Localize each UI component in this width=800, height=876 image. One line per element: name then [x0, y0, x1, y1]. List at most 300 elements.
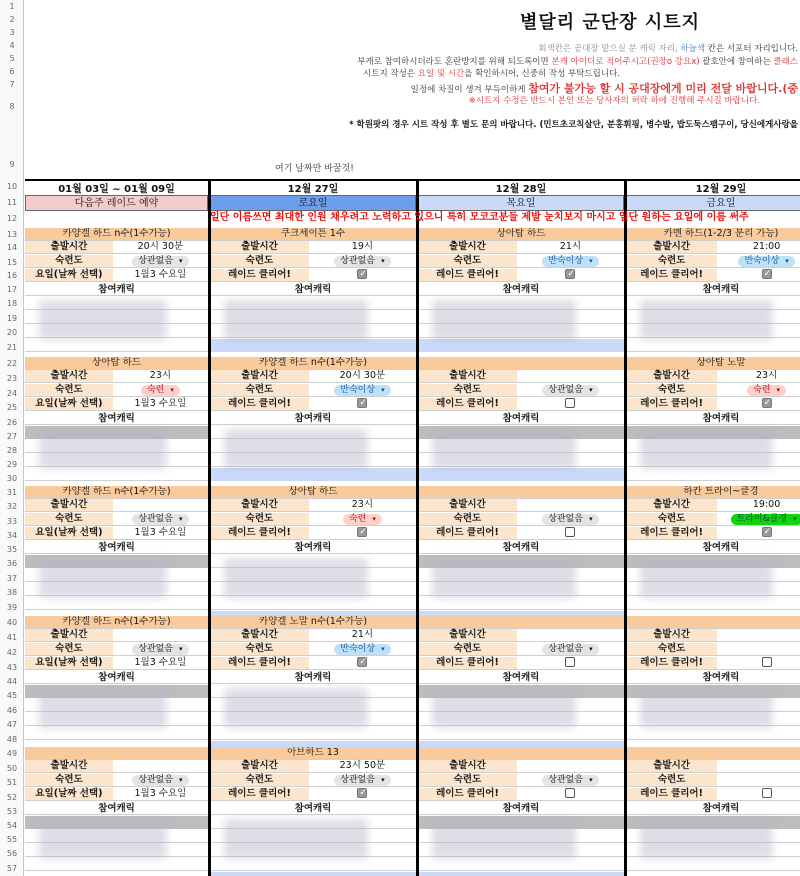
- skill-dropdown[interactable]: 반숙이상 ▾: [334, 385, 390, 396]
- skill-dropdown[interactable]: 상관없음 ▾: [542, 775, 598, 786]
- notice-fragment: 참여가 불가능 할 시 공대장에게 미리 전달 바랍니다.(중: [528, 82, 798, 95]
- column-day-name: 로요일: [210, 195, 416, 211]
- field-value[interactable]: 19:00: [752, 499, 781, 510]
- skill-dropdown[interactable]: 상관없음 ▾: [542, 385, 598, 396]
- field-label: 출발시간: [418, 760, 517, 772]
- column-date: 12월 28일: [418, 179, 624, 196]
- notice-fragment: 시트지 작성은: [363, 69, 418, 79]
- field-value[interactable]: [517, 398, 624, 410]
- clear-checkbox[interactable]: [357, 527, 367, 537]
- raid-block: [210, 486, 416, 616]
- notice-line-1: [538, 42, 798, 54]
- row-number-gutter: [0, 0, 24, 876]
- form-row: [626, 629, 800, 642]
- raid-title: 하칸 트라이~클경: [626, 486, 800, 499]
- field-label: 레이드 클리어!: [418, 269, 517, 281]
- row-number: 28: [6, 446, 18, 455]
- skill-dropdown[interactable]: 상관없음 ▾: [132, 256, 188, 267]
- row-number: 38: [6, 588, 18, 597]
- field-value[interactable]: [113, 629, 208, 641]
- members-header: 참여캐릭: [25, 802, 208, 815]
- field-value[interactable]: 21:00: [752, 241, 781, 252]
- notice-fragment: ※시트지 수정은 반드시 본인 또는 당사자의 허락 하에 진행해 주시길 바랍니다.: [468, 96, 760, 106]
- field-label: 레이드 클리어!: [210, 788, 309, 800]
- members-header: 참여캐릭: [25, 671, 208, 684]
- field-value[interactable]: [309, 643, 416, 655]
- raid-block: [25, 228, 208, 357]
- field-value[interactable]: [309, 513, 416, 525]
- column-separator: [624, 179, 627, 876]
- field-label: 레이드 클리어!: [626, 527, 717, 539]
- members-header: 참여캐릭: [626, 541, 800, 554]
- field-value[interactable]: 21시: [559, 241, 582, 252]
- members-header: 참여캐릭: [626, 412, 800, 425]
- academy-note: * 학원팟의 경우 시트 작성 후 별도 문의 바랍니다. (민트초코칙살단, 분홍휘핑, 병수발, 밥도둑스팸구이, 당신에게사랑을: [349, 120, 798, 130]
- skill-dropdown[interactable]: 상관없음 ▾: [542, 514, 598, 525]
- field-label: 요일(날짜 선택): [25, 398, 113, 410]
- field-value[interactable]: [517, 774, 624, 786]
- form-row: [25, 760, 208, 773]
- field-value[interactable]: [517, 788, 624, 800]
- member-slot[interactable]: [25, 468, 208, 481]
- form-row: [418, 384, 624, 397]
- field-value[interactable]: [717, 269, 800, 281]
- field-value[interactable]: 23시: [755, 370, 778, 381]
- member-slot[interactable]: [418, 597, 624, 610]
- form-row: [25, 241, 208, 254]
- form-row: [626, 527, 800, 540]
- field-value[interactable]: 19시: [351, 241, 374, 252]
- raid-block: [25, 616, 208, 747]
- red-notice: 일단 이름쓰면 최대한 인원 채우려고 노력하고 있으니 특히 모코코분들 제발 눈치보지 마시고 일단 원하는 요일에 이름 써주: [210, 212, 749, 223]
- form-row: [25, 657, 208, 670]
- field-value[interactable]: [517, 255, 624, 267]
- column-separator: [208, 179, 211, 876]
- row-number: 2: [9, 15, 15, 24]
- field-value[interactable]: [517, 657, 624, 669]
- raid-title: [418, 486, 624, 499]
- form-row: [626, 370, 800, 383]
- members-header: 참여캐릭: [418, 283, 624, 296]
- row-number: 45: [6, 691, 18, 700]
- field-label: 출발시간: [25, 499, 113, 511]
- raid-block: [626, 616, 800, 747]
- member-slot[interactable]: [25, 858, 208, 871]
- form-row: [210, 269, 416, 282]
- field-value[interactable]: [717, 255, 800, 267]
- row-number: 20: [6, 328, 18, 337]
- field-value[interactable]: [113, 384, 208, 396]
- skill-dropdown[interactable]: 상관없음 ▾: [132, 775, 188, 786]
- field-label: 출발시간: [25, 760, 113, 772]
- form-row: [25, 384, 208, 397]
- field-label: 숙련도: [210, 643, 309, 655]
- raid-block: [626, 747, 800, 876]
- row-number: 47: [6, 720, 18, 729]
- row-number: 29: [6, 460, 18, 469]
- support-slot[interactable]: [418, 468, 624, 481]
- raid-block: [418, 357, 624, 486]
- skill-dropdown[interactable]: 반숙이상 ▾: [334, 644, 390, 655]
- raid-block: [418, 228, 624, 357]
- field-label: 레이드 클리어!: [626, 788, 717, 800]
- clear-checkbox[interactable]: [565, 657, 575, 667]
- form-row: [210, 384, 416, 397]
- field-label: 출발시간: [210, 370, 309, 382]
- form-row: [626, 255, 800, 268]
- clear-checkbox[interactable]: [565, 398, 575, 408]
- member-slot[interactable]: [626, 468, 800, 481]
- raid-title: 상아탑 하드: [25, 357, 208, 370]
- support-slot[interactable]: [210, 468, 416, 481]
- field-value[interactable]: 21시: [351, 629, 374, 640]
- field-label: 출발시간: [418, 629, 517, 641]
- row-number: 31: [6, 488, 18, 497]
- notice-fragment: 부캐로 참여하시더라도 혼란방지를 위해 되도록이면: [357, 57, 552, 67]
- field-value[interactable]: [309, 774, 416, 786]
- field-label: 출발시간: [210, 760, 309, 772]
- field-label: 레이드 클리어!: [210, 657, 309, 669]
- row-number: 27: [6, 432, 18, 441]
- notice-fragment: 클래스: [773, 57, 798, 67]
- form-row: [418, 643, 624, 656]
- field-value[interactable]: [309, 269, 416, 281]
- form-row: [626, 384, 800, 397]
- field-value[interactable]: [717, 398, 800, 410]
- skill-dropdown[interactable]: 반숙이상 ▾: [542, 256, 598, 267]
- field-value[interactable]: [517, 760, 624, 772]
- field-value[interactable]: [113, 255, 208, 267]
- raid-block: [626, 228, 800, 357]
- field-label: 숙련도: [25, 774, 113, 786]
- skill-dropdown[interactable]: 반숙이상 ▾: [738, 256, 794, 267]
- members-header: 참여캐릭: [210, 671, 416, 684]
- clear-checkbox[interactable]: [762, 527, 772, 537]
- members-header: 참여캐릭: [418, 541, 624, 554]
- form-row: [626, 774, 800, 787]
- blurred-member-names: [224, 558, 368, 598]
- form-row: [25, 774, 208, 787]
- raid-block: [418, 747, 624, 876]
- field-value[interactable]: 23시: [351, 499, 374, 510]
- member-slot[interactable]: [210, 727, 416, 740]
- field-label: 출발시간: [626, 760, 717, 772]
- form-row: [25, 398, 208, 411]
- raid-block: [418, 486, 624, 616]
- members-header: 참여캐릭: [210, 412, 416, 425]
- form-row: [626, 760, 800, 773]
- clear-checkbox[interactable]: [762, 788, 772, 798]
- row-number: 42: [6, 648, 18, 657]
- form-row: [418, 760, 624, 773]
- raid-block: [25, 357, 208, 486]
- row-number: 21: [6, 343, 18, 352]
- form-row: [210, 513, 416, 526]
- form-row: [418, 774, 624, 787]
- field-label: 레이드 클리어!: [626, 398, 717, 410]
- field-value[interactable]: [517, 643, 624, 655]
- skill-dropdown[interactable]: 숙련 ▾: [141, 385, 180, 396]
- row-number: 51: [6, 778, 18, 787]
- field-label: 레이드 클리어!: [626, 657, 717, 669]
- member-slot[interactable]: [25, 597, 208, 610]
- field-value[interactable]: [717, 643, 800, 655]
- row-number: 4: [9, 41, 15, 50]
- field-label: 출발시간: [210, 241, 309, 253]
- members-header: 참여캐릭: [418, 802, 624, 815]
- clear-checkbox[interactable]: [357, 788, 367, 798]
- column-date: 01월 03일 ~ 01월 09일: [25, 179, 208, 196]
- clear-checkbox[interactable]: [565, 527, 575, 537]
- field-value[interactable]: [717, 629, 800, 641]
- form-row: [210, 774, 416, 787]
- support-slot[interactable]: [210, 339, 416, 352]
- blurred-member-names: [224, 819, 368, 859]
- blurred-member-names: [640, 819, 773, 859]
- raid-block: [626, 357, 800, 486]
- raid-block: [418, 616, 624, 747]
- member-slot[interactable]: [626, 858, 800, 871]
- field-label: 숙련도: [418, 255, 517, 267]
- field-label: 숙련도: [626, 643, 717, 655]
- members-header: 참여캐릭: [626, 802, 800, 815]
- raid-title: [418, 357, 624, 370]
- field-value[interactable]: 1월3 수요일: [134, 527, 187, 538]
- raid-block: [210, 228, 416, 357]
- blurred-member-names: [640, 688, 773, 728]
- field-label: 요일(날짜 선택): [25, 788, 113, 800]
- row-number: 15: [6, 258, 18, 267]
- field-label: 숙련도: [626, 774, 717, 786]
- member-slot[interactable]: [626, 339, 800, 352]
- raid-title: [418, 616, 624, 629]
- clear-checkbox[interactable]: [762, 269, 772, 279]
- field-label: 숙련도: [626, 384, 717, 396]
- field-value[interactable]: [717, 384, 800, 396]
- support-slot[interactable]: [418, 872, 624, 876]
- field-value[interactable]: [517, 527, 624, 539]
- row-number: 18: [6, 299, 18, 308]
- date-hint: 여기 날짜만 바꿀것!: [275, 164, 354, 174]
- field-value[interactable]: [517, 513, 624, 525]
- member-slot[interactable]: [25, 872, 208, 876]
- member-slot[interactable]: [626, 597, 800, 610]
- raid-title: [25, 747, 208, 760]
- field-label: 숙련도: [626, 255, 717, 267]
- field-label: 출발시간: [418, 370, 517, 382]
- support-slot[interactable]: [210, 872, 416, 876]
- raid-title: 상아탑 하드: [210, 486, 416, 499]
- field-value[interactable]: 20시 30분: [137, 241, 184, 252]
- row-number: 25: [6, 403, 18, 412]
- row-number: 7: [9, 80, 15, 89]
- field-label: 요일(날짜 선택): [25, 269, 113, 281]
- form-row: [626, 513, 800, 526]
- skill-dropdown[interactable]: 상관없음 ▾: [132, 514, 188, 525]
- column-separator: [416, 179, 419, 876]
- field-label: 숙련도: [210, 774, 309, 786]
- field-value[interactable]: [517, 629, 624, 641]
- field-value[interactable]: [309, 657, 416, 669]
- clear-checkbox[interactable]: [762, 657, 772, 667]
- form-row: [210, 788, 416, 801]
- form-row: [626, 788, 800, 801]
- form-row: [418, 527, 624, 540]
- blurred-member-names: [432, 819, 576, 859]
- row-number: 35: [6, 545, 18, 554]
- field-value[interactable]: [113, 513, 208, 525]
- field-value[interactable]: [717, 788, 800, 800]
- field-label: 출발시간: [25, 629, 113, 641]
- clear-checkbox[interactable]: [565, 269, 575, 279]
- members-header: 참여캐릭: [25, 541, 208, 554]
- field-value[interactable]: [717, 760, 800, 772]
- skill-dropdown[interactable]: 상관없음 ▾: [334, 256, 390, 267]
- field-value[interactable]: [309, 398, 416, 410]
- form-row: [210, 241, 416, 254]
- field-label: 출발시간: [210, 629, 309, 641]
- field-value[interactable]: 1월3 수요일: [134, 398, 187, 409]
- field-value[interactable]: 23시: [149, 370, 172, 381]
- blurred-member-names: [224, 429, 368, 469]
- skill-dropdown[interactable]: 상관없음 ▾: [542, 644, 598, 655]
- field-value[interactable]: 1월3 수요일: [134, 657, 187, 668]
- clear-checkbox[interactable]: [565, 788, 575, 798]
- form-row: [25, 499, 208, 512]
- members-header: 참여캐릭: [210, 283, 416, 296]
- members-header: 참여캐릭: [626, 283, 800, 296]
- field-value[interactable]: [717, 774, 800, 786]
- field-value[interactable]: [113, 499, 208, 511]
- sheet-title: 별달리 군단장 시트지: [519, 12, 700, 33]
- field-value[interactable]: 1월3 수요일: [134, 788, 187, 799]
- notice-line-3: [363, 67, 620, 79]
- raid-title: 상아탑 하드: [418, 228, 624, 241]
- column-date: 12월 27일: [210, 179, 416, 196]
- field-value[interactable]: 23시 50분: [339, 760, 386, 771]
- field-value[interactable]: [517, 269, 624, 281]
- field-label: 출발시간: [418, 499, 517, 511]
- blurred-member-names: [39, 688, 167, 728]
- blurred-member-names: [39, 429, 167, 469]
- members-header: 참여캐릭: [418, 671, 624, 684]
- clear-checkbox[interactable]: [357, 657, 367, 667]
- field-value[interactable]: [113, 643, 208, 655]
- row-number: 52: [6, 793, 18, 802]
- raid-block: [210, 616, 416, 747]
- skill-dropdown[interactable]: 숙련 ▾: [747, 385, 786, 396]
- member-slot[interactable]: [25, 727, 208, 740]
- row-number: 16: [6, 271, 18, 280]
- clear-checkbox[interactable]: [357, 398, 367, 408]
- field-value[interactable]: [717, 527, 800, 539]
- notice-fragment: 하늘색: [680, 44, 706, 54]
- raid-block: [25, 486, 208, 616]
- field-value[interactable]: [517, 384, 624, 396]
- row-number: 48: [6, 735, 18, 744]
- field-value[interactable]: [309, 527, 416, 539]
- row-number: 30: [6, 474, 18, 483]
- field-label: 숙련도: [25, 384, 113, 396]
- field-label: 레이드 클리어!: [626, 269, 717, 281]
- member-slot[interactable]: [418, 727, 624, 740]
- field-value[interactable]: [717, 513, 800, 525]
- raid-title: [418, 747, 624, 760]
- row-number: 1: [9, 2, 15, 11]
- row-number: 49: [6, 749, 18, 758]
- row-number: 39: [6, 603, 18, 612]
- member-slot[interactable]: [626, 872, 800, 876]
- row-number: 34: [6, 531, 18, 540]
- field-value[interactable]: [717, 657, 800, 669]
- member-slot[interactable]: [418, 858, 624, 871]
- form-row: [418, 241, 624, 254]
- form-row: [210, 255, 416, 268]
- row-number: 9: [9, 160, 15, 169]
- notice-fragment: 괄호안에 참여하는: [699, 57, 774, 67]
- blurred-member-names: [640, 429, 773, 469]
- member-slot[interactable]: [626, 727, 800, 740]
- form-row: [210, 370, 416, 383]
- form-row: [626, 398, 800, 411]
- clear-checkbox[interactable]: [357, 269, 367, 279]
- field-label: 출발시간: [418, 241, 517, 253]
- field-label: 숙련도: [25, 513, 113, 525]
- form-row: [210, 657, 416, 670]
- row-number: 10: [6, 182, 18, 191]
- notice-line-2: [357, 55, 798, 67]
- field-value[interactable]: [113, 774, 208, 786]
- form-row: [25, 788, 208, 801]
- skill-dropdown[interactable]: 상관없음 ▾: [132, 644, 188, 655]
- form-row: [626, 269, 800, 282]
- field-value[interactable]: [517, 370, 624, 382]
- field-value[interactable]: 20시 30분: [339, 370, 386, 381]
- skill-dropdown[interactable]: 숙련 ▾: [343, 514, 382, 525]
- form-row: [25, 513, 208, 526]
- form-row: [210, 629, 416, 642]
- field-label: 숙련도: [418, 643, 517, 655]
- form-row: [210, 398, 416, 411]
- field-value[interactable]: 1월3 수요일: [134, 269, 187, 280]
- field-value[interactable]: [309, 384, 416, 396]
- form-row: [210, 760, 416, 773]
- row-number: 43: [6, 663, 18, 672]
- field-value[interactable]: [517, 499, 624, 511]
- member-slot[interactable]: [210, 858, 416, 871]
- raid-block: [210, 747, 416, 876]
- row-number: 14: [6, 243, 18, 252]
- form-row: [418, 269, 624, 282]
- member-slot[interactable]: [210, 597, 416, 610]
- row-number: 57: [6, 864, 18, 873]
- skill-dropdown[interactable]: 트라이&클경 ▾: [731, 514, 800, 525]
- form-row: [25, 370, 208, 383]
- field-value[interactable]: [113, 760, 208, 772]
- row-number: 40: [6, 618, 18, 627]
- clear-checkbox[interactable]: [762, 398, 772, 408]
- form-row: [210, 527, 416, 540]
- member-slot[interactable]: [25, 339, 208, 352]
- row-number: 54: [6, 821, 18, 830]
- field-value[interactable]: [309, 255, 416, 267]
- blurred-member-names: [640, 300, 773, 340]
- field-value[interactable]: [309, 788, 416, 800]
- skill-dropdown[interactable]: 상관없음 ▾: [334, 775, 390, 786]
- field-label: 출발시간: [25, 370, 113, 382]
- support-slot[interactable]: [418, 339, 624, 352]
- raid-block: [25, 747, 208, 876]
